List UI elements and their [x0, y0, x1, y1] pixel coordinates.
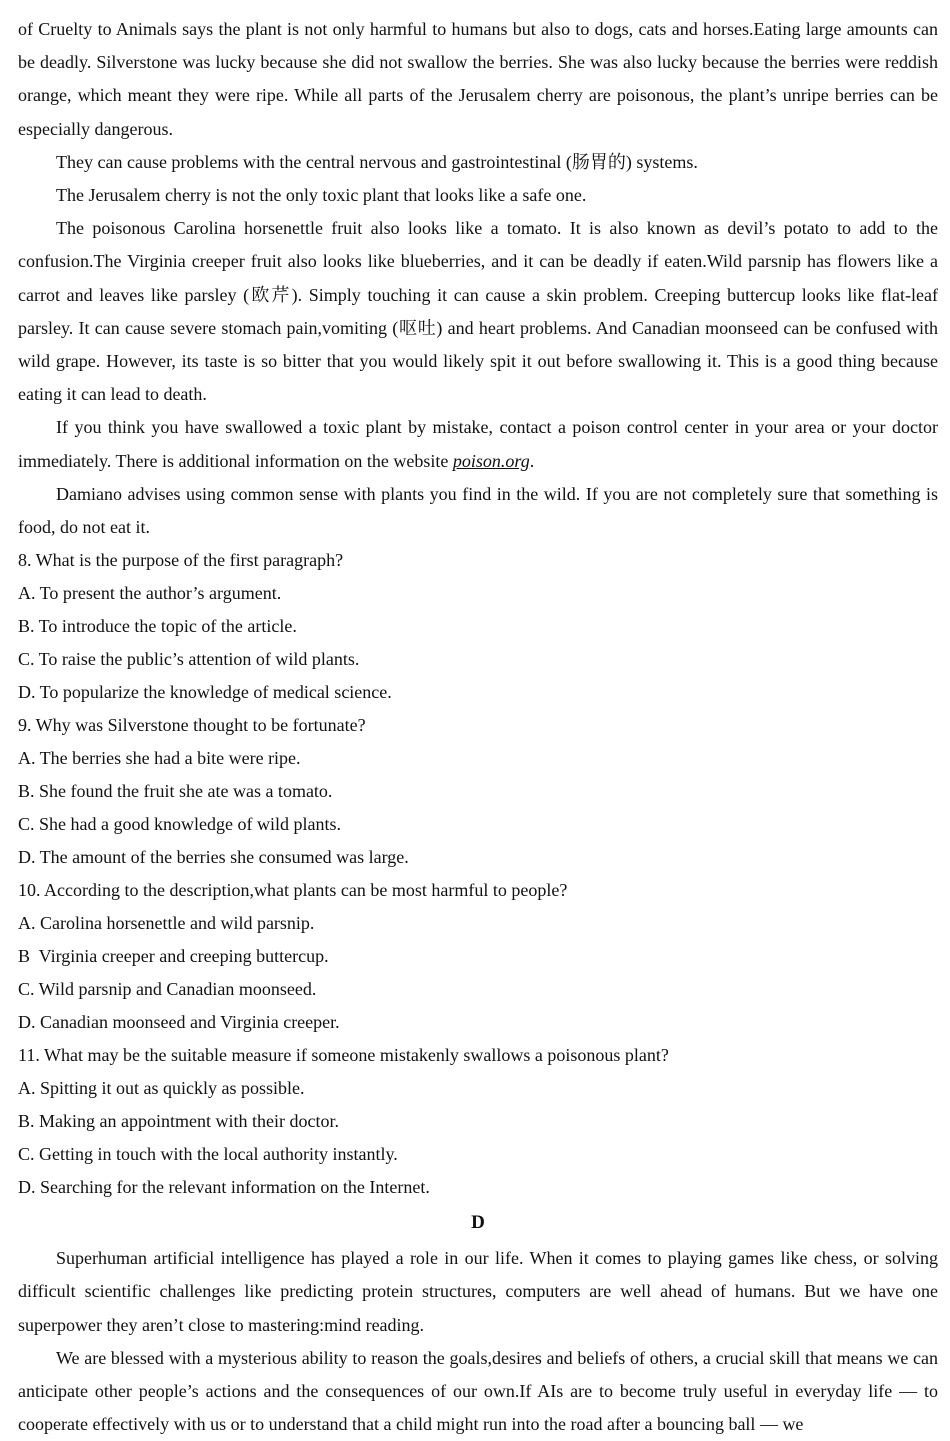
question-10 — [18, 874, 938, 1039]
option-a: A. The berries she had a bite were ripe. — [18, 748, 301, 769]
passage-c-paragraph-6: Damiano advises using common sense with plants you find in the wild. If you are not completely sure that something is food, do not eat it. — [18, 483, 938, 538]
option-d: D. Canadian moonseed and Virginia creeper. — [18, 1012, 340, 1033]
passage-d-paragraph-2: We are blessed with a mysterious ability to reason the goals,desires and beliefs of others, a crucial skill that means we can anticipate other people’s actions and the consequences of our own.If AIs are to become truly useful in everyday life — to cooperate effectively with us or to understand that a child might run into the road after a bouncing ball — we — [18, 1347, 938, 1435]
option-b: B. Making an appointment with their doctor. — [18, 1111, 339, 1132]
passage-c-paragraph-4: The poisonous Carolina horsenettle fruit also looks like a tomato. It is also known as devil’s potato to add to the confusion.The Virginia creeper fruit also looks like blueberries, and it can be deadly if eaten.Wild parsnip has flowers like a carrot and leaves like parsley (欧芹). Simply touching it can cause a skin problem. Creeping buttercup looks like flat-leaf parsley. It can cause severe stomach pain,vomiting (呕吐) and heart problems. And Canadian moonseed can be confused with wild grape. However, its taste is so bitter that you would likely spit it out before swallowing it. This is a good thing because eating it can lead to death. — [18, 218, 938, 405]
option-b: B. She found the fruit she ate was a tomato. — [18, 781, 333, 802]
question-stem: 8. What is the purpose of the first paragraph? — [18, 550, 344, 571]
option-d: D. To popularize the knowledge of medical science. — [18, 682, 392, 703]
question-stem: 10. According to the description,what plants can be most harmful to people? — [18, 880, 568, 901]
question-11 — [18, 1039, 938, 1204]
option-a: A. To present the author’s argument. — [18, 583, 282, 604]
option-d: D. The amount of the berries she consumed was large. — [18, 847, 409, 868]
paragraph-5-text: If you think you have swallowed a toxic plant by mistake, contact a poison control center in your area or your doctor immediately. There is additional information on the website — [18, 417, 938, 471]
passage-d-paragraph-1: Superhuman artificial intelligence has played a role in our life. When it comes to playing games like chess, or solving difficult scientific challenges like predicting protein structures, computers are well ahead of humans. But we have one superpower they aren’t close to mastering:mind reading. — [18, 1248, 938, 1335]
question-stem: 11. What may be the suitable measure if someone mistakenly swallows a poisonous plant? — [18, 1045, 669, 1066]
question-stem: 9. Why was Silverstone thought to be fortunate? — [18, 715, 366, 736]
question-8 — [18, 544, 938, 709]
option-c: C. To raise the public’s attention of wild plants. — [18, 649, 360, 670]
passage-c-paragraph-5 — [18, 411, 938, 477]
passage-c-paragraph-3: The Jerusalem cherry is not the only toxic plant that looks like a safe one. — [56, 185, 587, 206]
passage-c-paragraph-1: of Cruelty to Animals says the plant is not only harmful to humans but also to dogs, cats and horses.Eating large amounts can be deadly. Silverstone was lucky because she did not swallow the berries. She was also lucky because the berries were reddish orange, which meant they were ripe. While all parts of the Jerusalem cherry are poisonous, the plant’s unripe berries can be especially dangerous. — [18, 19, 938, 139]
option-b: B Virginia creeper and creeping buttercup. — [18, 946, 329, 967]
option-a: A. Carolina horsenettle and wild parsnip. — [18, 913, 315, 934]
option-c: C. Getting in touch with the local authority instantly. — [18, 1144, 398, 1165]
question-9 — [18, 709, 938, 874]
section-heading: D — [471, 1212, 485, 1234]
option-b: B. To introduce the topic of the article. — [18, 616, 297, 637]
option-c: C. Wild parsnip and Canadian moonseed. — [18, 979, 317, 1000]
option-c: C. She had a good knowledge of wild plants. — [18, 814, 341, 835]
option-d: D. Searching for the relevant information on the Internet. — [18, 1177, 430, 1198]
paragraph-5-end: . — [529, 450, 535, 471]
poison-org-link[interactable]: poison.org — [452, 450, 530, 471]
passage-c-paragraph-2: They can cause problems with the central nervous and gastrointestinal (肠胃的) systems. — [56, 151, 698, 172]
option-a: A. Spitting it out as quickly as possible. — [18, 1078, 305, 1099]
